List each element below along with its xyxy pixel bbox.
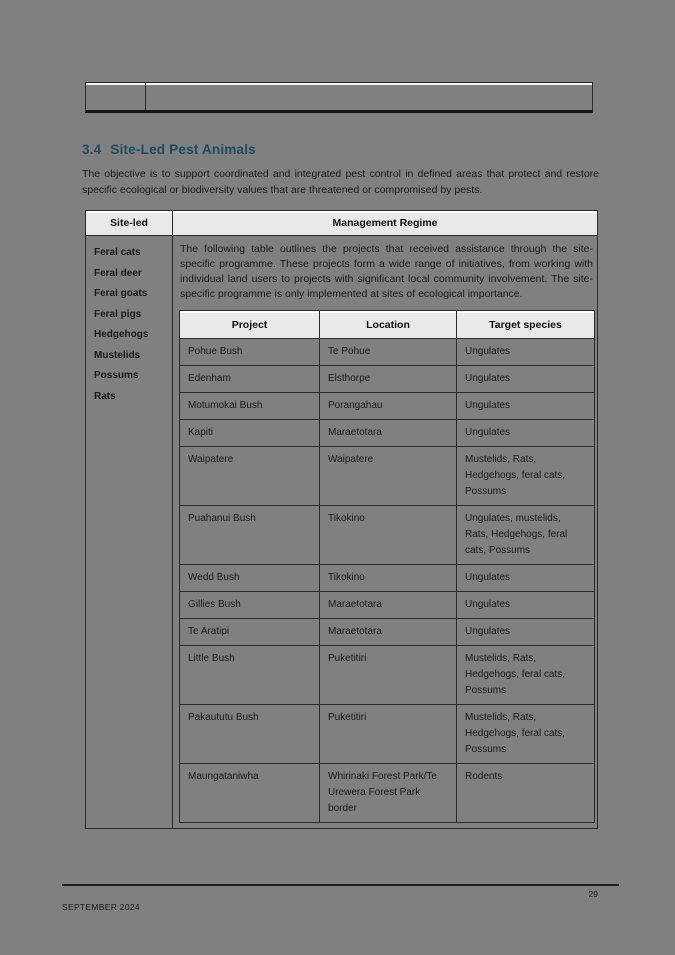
table-row [180,393,595,420]
project-cell: Kapiti [180,420,320,447]
pest-list-item: Feral goats [94,288,148,299]
target-species-cell: Ungulates [457,619,595,646]
target-species-cell: Ungulates [457,565,595,592]
table-row [180,619,595,646]
project-cell: Pakaututu Bush [180,705,320,764]
projects-table [179,310,595,823]
project-cell: Puahanui Bush [180,506,320,565]
location-cell: Tikokino [320,565,457,592]
footer-date: SEPTEMBER 2024 [62,902,140,912]
target-species-cell: Ungulates [457,420,595,447]
pest-list-item: Feral pigs [94,308,142,320]
pest-list-cell [86,236,173,828]
pest-list-item: Mustelids [94,349,141,361]
location-cell: Elsthorpe [320,366,457,393]
target-species-cell: Rodents [457,764,595,823]
pest-list-item: Possums [94,370,139,381]
location-cell: Porangahau [320,393,457,420]
table-row [180,764,595,823]
project-cell: Waipatere [180,447,320,506]
location-cell: Puketitiri [320,646,457,705]
table-row [180,420,595,447]
location-cell: Waipatere [320,447,457,506]
site-led-table [85,210,598,829]
pest-list-item: Rats [94,390,116,402]
intro-paragraph: The objective is to support coordinated and integrated pest control in defined areas that protect and restore specific ecological or biodiversity values that are threatened or compromised by pests. [82,168,599,196]
project-cell: Pohue Bush [180,339,320,366]
project-cell: Little Bush [180,646,320,705]
pest-list-item: Hedgehogs [94,329,149,340]
project-cell: Te Aratipi [180,619,320,646]
target-species-cell: Ungulates, mustelids, Rats, Hedgehogs, feral cats, Possums [457,506,595,565]
section-title: Site-Led Pest Animals [110,142,256,157]
project-cell: Gillies Bush [180,592,320,619]
table-row [180,339,595,366]
target-species-cell: Ungulates [457,393,595,420]
location-cell: Puketitiri [320,705,457,764]
location-column-header: Location [320,311,457,339]
pest-list-item: Feral cats [94,247,141,258]
table-row [180,366,595,393]
project-column-header: Project [180,311,320,339]
table-row [180,447,595,506]
project-cell: Wedd Bush [180,565,320,592]
table-row [180,592,595,619]
section-heading [82,142,256,157]
site-led-table-header-row [86,211,597,236]
pest-list [86,236,172,420]
location-cell: Te Pohue [320,339,457,366]
top-table-right-cell [146,83,592,110]
management-regime-cell [173,236,600,828]
target-species-cell: Mustelids, Rats, Hedgehogs, feral cats, Possums [457,447,595,506]
projects-table-header-row [180,311,595,339]
table-row [180,565,595,592]
project-cell: Maungataniwha [180,764,320,823]
target-species-column-header: Target species [457,311,595,339]
site-led-column-header: Site-led [86,211,173,236]
target-species-cell: Mustelids, Rats, Hedgehogs, feral cats, Possums [457,646,595,705]
table-row [180,705,595,764]
top-table-left-cell [86,83,146,110]
location-cell: Whirinaki Forest Park/Te Urewera Forest Park border [320,764,457,823]
target-species-cell: Mustelids, Rats, Hedgehogs, feral cats, Possums [457,705,595,764]
target-species-cell: Ungulates [457,339,595,366]
target-species-cell: Ungulates [457,366,595,393]
project-cell: Motumokai Bush [180,393,320,420]
project-cell: Edenham [180,366,320,393]
location-cell: Maraetotara [320,592,457,619]
page-number: 29 [588,889,598,899]
pest-list-item: Feral deer [94,267,142,279]
section-number: 3.4 [82,142,102,157]
location-cell: Maraetotara [320,619,457,646]
management-regime-column-header: Management Regime [173,211,597,236]
site-led-table-body-row [86,236,597,828]
location-cell: Tikokino [320,506,457,565]
top-partial-table [85,82,593,113]
table-row [180,646,595,705]
location-cell: Maraetotara [320,420,457,447]
management-regime-description: The following table outlines the projects that received assistance through the site-specific programme. These projects form a wide range of initiatives, from working with individual land users to projects with significant local community involvement. The site-specific programme is only implemented at sites of ecological importance. [180,243,593,300]
table-row [180,506,595,565]
target-species-cell: Ungulates [457,592,595,619]
footer-divider [62,884,619,886]
